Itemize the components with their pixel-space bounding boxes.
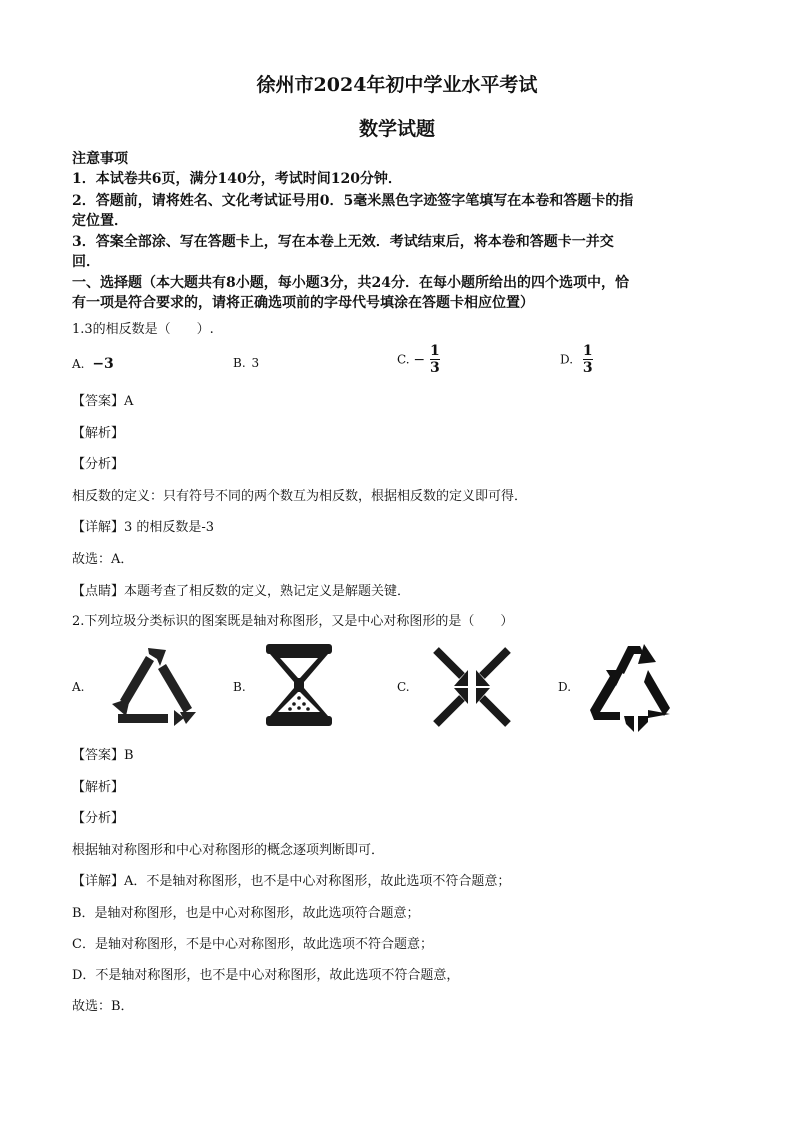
q2-detail-c: C．是轴对称图形，不是中心对称图形，故此选项不符合题意； [72,937,433,952]
q2-option-c-label: C. [397,680,410,694]
q1-option-a-value: −3 [92,356,114,372]
hourglass-icon [264,642,334,728]
notes-heading: 注意事项 [72,151,128,167]
q1-option-d-label: D. [560,352,574,367]
q1-option-c-numerator: 1 [429,343,440,359]
q1-option-b-value: 3 [251,356,260,370]
q2-fenxi: 【分析】 [72,811,125,826]
recycle-triangle-arrows-icon [108,642,204,726]
q1-fenxi-text: 相反数的定义：只有符号不同的两个数互为相反数，根据相反数的定义即可得． [72,489,528,504]
q1-option-d-numerator: 1 [582,343,593,359]
notes-item-2: 2．答题前，请将姓名、文化考试证号用0．5毫米黑色字迹签字笔填写在本卷和答题卡的指 [72,193,634,209]
q1-remark: 【点睛】本题考查了相反数的定义，熟记定义是解题关键． [72,584,411,599]
q1-option-b [233,356,259,370]
q2-jiexi: 【解析】 [72,780,125,795]
q2-option-d-label: D. [558,680,572,694]
q1-option-c-sign: − [413,351,426,368]
q2-option-b-label: B. [233,680,246,694]
notes-item-3: 3．答案全部涂、写在答题卡上，写在本卷上无效．考试结束后，将本卷和答题卡一并交 [72,234,614,250]
section-heading-line2: 有一项是符合要求的，请将正确选项前的字母代号填涂在答题卡相应位置） [72,295,534,311]
q2-detail-b: B．是轴对称图形，也是中心对称图形，故此选项符合题意； [72,906,420,921]
q1-option-b-label: B. [233,356,246,370]
q2-fenxi-text: 根据轴对称图形和中心对称图形的概念逐项判断即可． [72,843,385,858]
q1-answer: 【答案】A [72,394,134,409]
q1-choice: 故选：A． [72,552,134,567]
notes-item-2-cont: 定位置． [72,213,128,229]
q1-option-d-denominator: 3 [582,360,593,376]
four-arrows-inward-icon [430,646,514,728]
q1-option-c-label: C. [397,352,410,367]
q1-option-d-fraction [583,343,593,376]
q1-fenxi: 【分析】 [72,457,125,472]
q1-detail: 【详解】3 的相反数是-3 [72,520,215,535]
q1-option-a [72,356,114,372]
notes-item-3-cont: 回． [72,254,100,270]
page-title: 徐州市2024年初中学业水平考试 [256,74,538,96]
q2-detail-a: 【详解】A．不是轴对称图形，也不是中心对称图形，故此选项不符合题意； [72,874,511,889]
q1-option-a-label: A. [72,357,85,371]
q2-answer: 【答案】B [72,748,134,763]
section-heading-line1: 一、选择题（本大题共有8小题，每小题3分，共24分．在每小题所给出的四个选项中，恰 [72,275,629,291]
q1-option-c-fraction [430,343,440,376]
q2-option-a-label: A. [72,680,85,694]
q1-option-d [560,343,593,376]
q2-stem: 2.下列垃圾分类标识的图案既是轴对称图形，又是中心对称图形的是（ ） [72,614,514,629]
q1-option-c [397,343,440,376]
q2-choice: 故选：B． [72,999,134,1014]
recycle-triangle-bold-icon [586,640,676,734]
q1-jiexi: 【解析】 [72,426,125,441]
notes-item-1: 1．本试卷共6页，满分140分，考试时间120分钟． [72,171,402,187]
page-subtitle: 数学试题 [358,118,435,140]
q1-option-c-denominator: 3 [429,360,440,376]
q2-detail-d: D．不是轴对称图形，也不是中心对称图形，故此选项不符合题意， [72,968,460,983]
q1-stem: 1.3的相反数是（ ）. [72,322,214,337]
